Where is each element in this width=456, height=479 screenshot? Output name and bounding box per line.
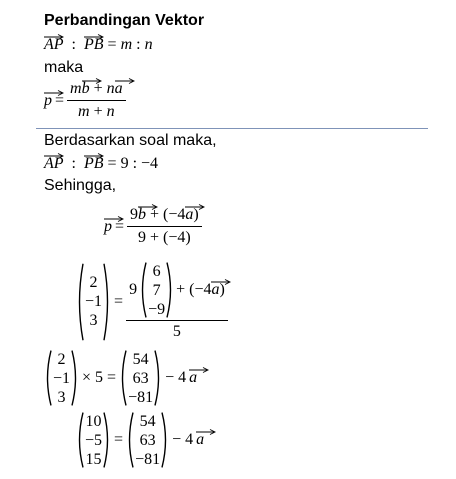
sehingga-text: Sehingga,: [44, 177, 117, 194]
vector-pb: PB: [84, 155, 104, 172]
lhs-matrix: 10 −5 15: [76, 412, 111, 468]
lhs-matrix: 2 −1 3: [76, 263, 111, 341]
vector-b: b: [82, 80, 90, 98]
step-1: p = 9 b + (−4 a) 9 + (−4): [104, 206, 202, 247]
vector-ap: AP: [44, 155, 64, 172]
vector-pb: PB: [84, 36, 104, 53]
formula-fraction: m b + n a m + n: [67, 80, 126, 121]
step-3: 2 −1 3 × 5 = 54 63 −81 − 4 a: [44, 350, 197, 406]
vector-a: a: [211, 281, 219, 299]
vector-b: b: [138, 206, 146, 224]
soal-intro: Berdasarkan soal maka,: [44, 132, 217, 149]
vector-a: a: [189, 369, 197, 387]
lhs-matrix: 2 −1 3: [44, 350, 79, 406]
step-2: 2 −1 3 = 9 6 7 −9 + (−4 a ) 5: [76, 262, 228, 341]
vector-a: a: [185, 206, 193, 224]
ratio-definition: AP : PB = m : n: [44, 36, 153, 53]
maka-text: maka: [44, 59, 84, 76]
rhs-matrix: 54 63 −81: [126, 412, 169, 468]
section-heading: Perbandingan Vektor: [44, 12, 205, 29]
ratio-soal: AP : PB = 9 : −4: [44, 155, 159, 172]
step1-fraction: 9 b + (−4 a) 9 + (−4): [127, 206, 202, 247]
vector-a: a: [115, 80, 123, 98]
rhs-matrix: 54 63 −81: [119, 350, 162, 406]
section-formula: p = m b + n a m + n: [44, 80, 126, 121]
section-divider: [36, 128, 428, 129]
vector-a: a: [196, 431, 204, 449]
num-matrix: 6 7 −9: [139, 262, 174, 318]
step2-fraction: 9 6 7 −9 + (−4 a ) 5: [126, 262, 228, 341]
vector-p: p: [104, 218, 112, 236]
step-4: 10 −5 15 = 54 63 −81 − 4 a: [76, 412, 204, 468]
vector-p: p: [44, 92, 52, 110]
vector-ap: AP: [44, 36, 64, 53]
